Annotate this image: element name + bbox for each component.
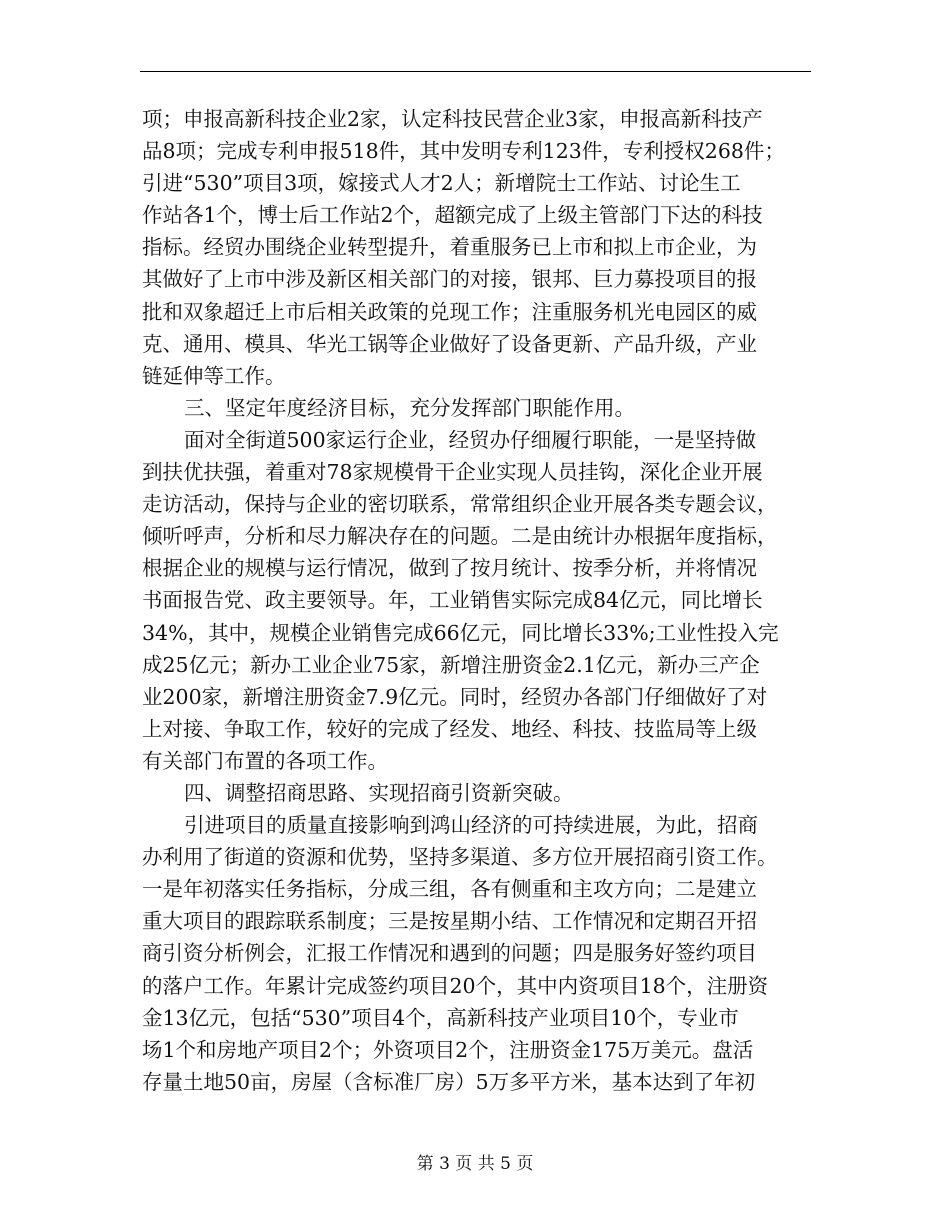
text-line: 链延伸等工作。 bbox=[142, 363, 286, 388]
page-footer: 第 3 页 共 5 页 bbox=[416, 1154, 534, 1174]
text-line: 倾听呼声，分析和尽力解决存在的问题。二是由统计办根据年度指标， bbox=[142, 524, 778, 549]
text-line: 存量土地50亩，房屋（含标准厂房）5万多平方米，基本达到了年初 bbox=[142, 1069, 756, 1094]
text-line: 品8项；完成专利申报518件，其中发明专利123件，专利授权268件； bbox=[142, 139, 785, 164]
text-line: 办利用了街道的资源和优势，坚持多渠道、多方位开展招商引资工作。 bbox=[142, 845, 778, 870]
text-line: 根据企业的规模与运行情况，做到了按月统计、按季分析，并将情况 bbox=[142, 556, 757, 581]
text-line: 其做好了上市中涉及新区相关部门的对接，银邦、巨力募投项目的报 bbox=[142, 267, 757, 292]
header-rule bbox=[140, 71, 811, 72]
text-line: 走访活动，保持与企业的密切联系，常常组织企业开展各类专题会议， bbox=[142, 492, 778, 517]
text-line: 有关部门布置的各项工作。 bbox=[142, 748, 388, 773]
text-line: 面对全街道500家运行企业，经贸办仔细履行职能，一是坚持做 bbox=[184, 427, 757, 452]
text-line: 场1个和房地产项目2个；外资项目2个，注册资金175万美元。盘活 bbox=[142, 1037, 754, 1062]
text-line: 作站各1个，博士后工作站2个，超额完成了上级主管部门下达的科技 bbox=[142, 203, 763, 228]
text-line: 项；申报高新科技企业2家，认定科技民营企业3家，申报高新科技产 bbox=[142, 107, 763, 131]
text-line: 四、调整招商思路、实现招商引资新突破。 bbox=[184, 780, 574, 805]
text-line: 引进“530”项目3项，嫁接式人才2人；新增院士工作站、讨论生工 bbox=[142, 171, 741, 196]
text-line: 成25亿元；新办工业企业75家，新增注册资金2.1亿元，新办三产企 bbox=[142, 652, 760, 677]
text-line: 克、通用、模具、华光工锅等企业做好了设备更新、产品升级，产业 bbox=[142, 331, 757, 356]
text-line: 书面报告党、政主要领导。年，工业销售实际完成84亿元，同比增长 bbox=[142, 588, 763, 613]
text-line: 批和双象超迁上市后相关政策的兑现工作；注重服务机光电园区的威 bbox=[142, 299, 757, 324]
text-line: 34%，其中，规模企业销售完成66亿元，同比增长33%;工业性投入完 bbox=[142, 620, 779, 645]
text-line: 一是年初落实任务指标，分成三组，各有侧重和主攻方向；二是建立 bbox=[142, 877, 757, 902]
text-line: 重大项目的跟踪联系制度；三是按星期小结、工作情况和定期召开招 bbox=[142, 909, 757, 934]
text-line: 业200家，新增注册资金7.9亿元。同时，经贸办各部门仔细做好了对 bbox=[142, 684, 768, 709]
body-text bbox=[142, 103, 814, 1098]
text-line: 三、坚定年度经济目标，充分发挥部门职能作用。 bbox=[184, 395, 635, 420]
text-line: 引进项目的质量直接影响到鸿山经济的可持续进展，为此，招商 bbox=[184, 813, 758, 838]
text-line: 商引资分析例会，汇报工作情况和遇到的问题；四是服务好签约项目 bbox=[142, 941, 757, 966]
text-line: 上对接、争取工作，较好的完成了经发、地经、科技、技监局等上级 bbox=[142, 716, 757, 741]
text-line: 指标。经贸办围绕企业转型提升，着重服务已上市和拟上市企业，为 bbox=[142, 235, 757, 260]
text-line: 到扶优扶强，着重对78家规模骨干企业实现人员挂钩，深化企业开展 bbox=[142, 460, 763, 485]
text-line: 金13亿元，包括“530”项目4个，高新科技产业项目10个，专业市 bbox=[142, 1005, 739, 1030]
text-line: 的落户工作。年累计完成签约项目20个，其中内资项目18个，注册资 bbox=[142, 973, 769, 998]
